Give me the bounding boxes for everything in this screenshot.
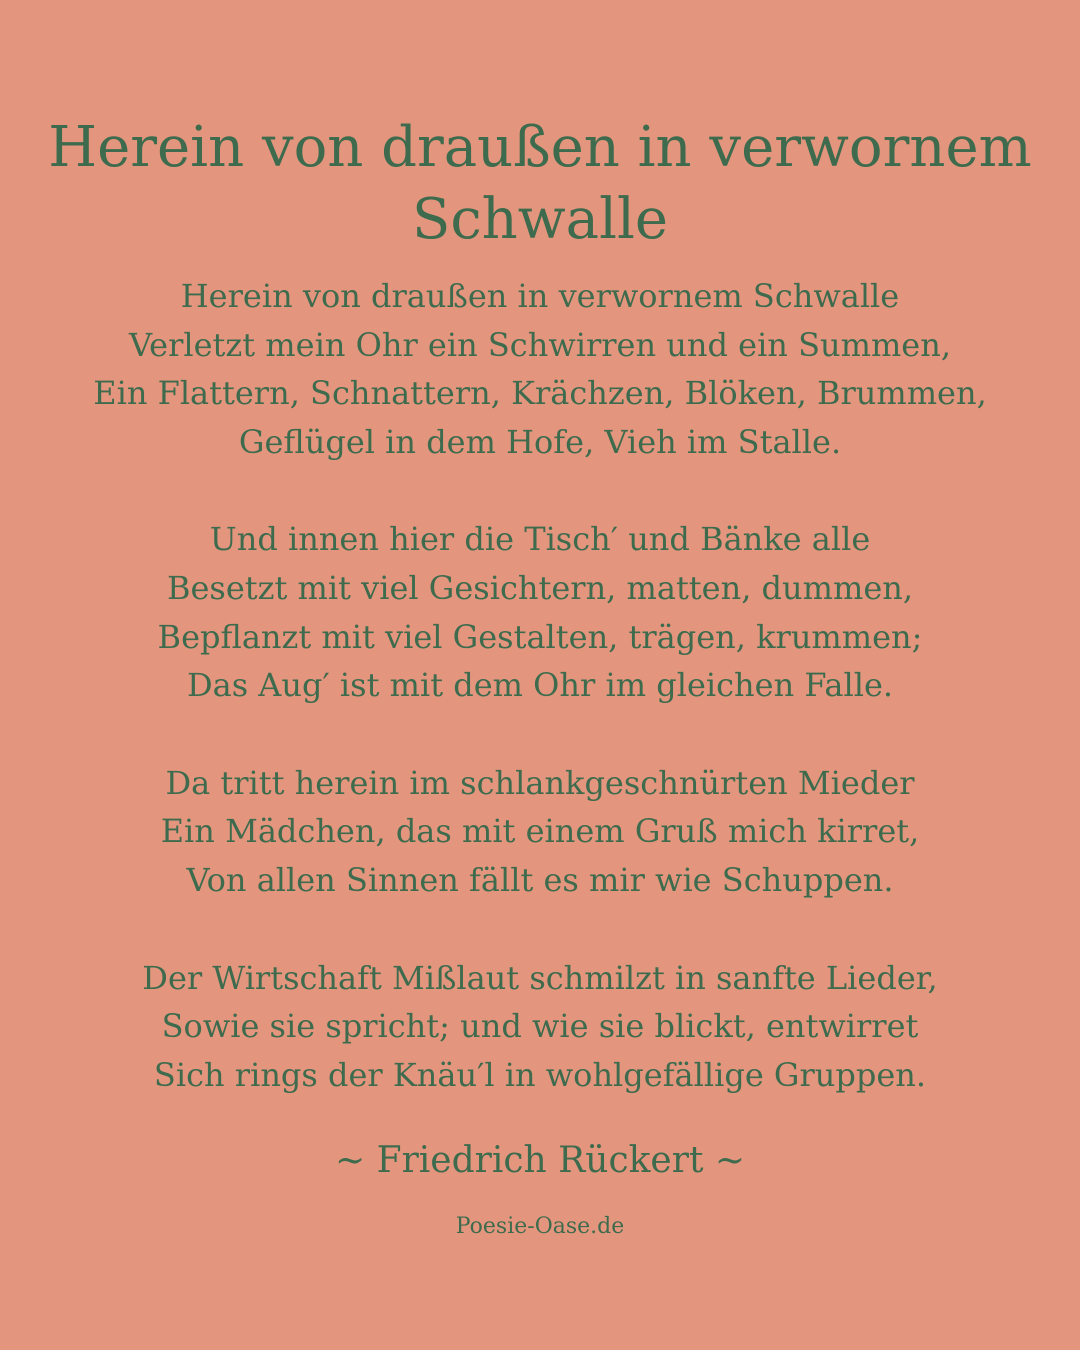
stanza-2 [20,515,1060,709]
poem-line: Geflügel in dem Hofe, Vieh im Stalle. [238,422,842,461]
poem-line: Herein von draußen in verwornem Schwalle [180,277,900,315]
poem-line: Da tritt herein im schlankgeschnürten Mieder [165,763,915,802]
poem-title-line-1: Herein von draußen in verwornem [48,115,1032,180]
poem-line: Das Aug′ ist mit dem Ohr im gleichen Falle. [186,666,894,705]
poem-line: Sowie sie spricht; und wie sie blickt, entwirret [161,1007,919,1046]
poem-line: Sich rings der Knäu′l in wohlgefällige Gruppen. [153,1055,927,1094]
stanza-1 [20,272,1060,466]
site-credit: Poesie-Oase.de [455,1214,625,1239]
author-signature: ~ Friedrich Rückert ~ [334,1140,746,1181]
poem-title [30,112,1050,256]
poem-line: Der Wirtschaft Mißlaut schmilzt in sanfte Lieder, [142,958,938,997]
poem-line: Und innen hier die Tisch′ und Bänke alle [209,520,871,559]
poem-line: Ein Flattern, Schnattern, Krächzen, Blöken, Brummen, [93,374,987,413]
stanza-4 [20,954,1060,1100]
poem-line: Ein Mädchen, das mit einem Gruß mich kirret, [160,812,920,851]
poem-line: Von allen Sinnen fällt es mir wie Schuppen. [186,860,894,899]
stanza-3 [20,759,1060,905]
poem-line: Bepflanzt mit viel Gestalten, trägen, krummen; [157,617,923,656]
poem-line: Verletzt mein Ohr ein Schwirren und ein Summen, [128,325,952,364]
poem-line: Besetzt mit viel Gesichtern, matten, dummen, [166,568,914,607]
poem-title-line-2: Schwalle [411,187,669,252]
poem-body [20,272,1060,1099]
